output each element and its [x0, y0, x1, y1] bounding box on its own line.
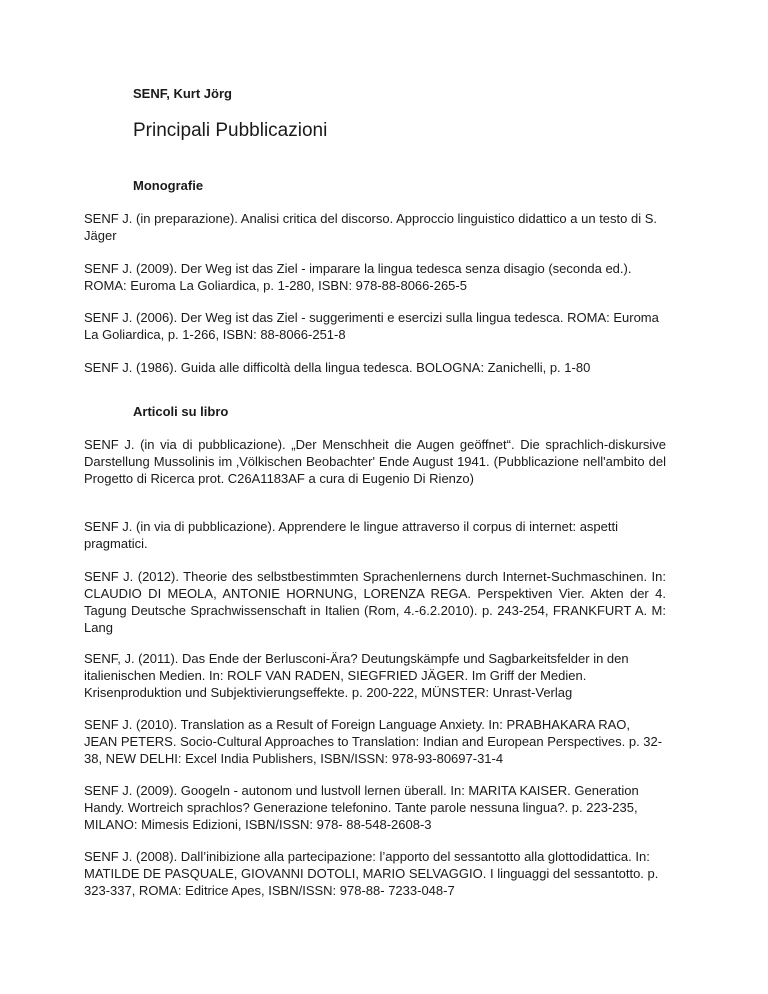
publication-entry: SENF J. (1986). Guida alle difficoltà della lingua tedesca. BOLOGNA: Zanichelli, p. 1-80	[84, 360, 591, 375]
publication-entry: SENF J. (in via di pubblicazione). „Der Menschheit die Augen geöffnet“. Die sprachlich-diskursive Darstellung Mussolinis im ‚Völkischen Beobachter' Ende August 1941. (Pubblicazione nell'ambito del Progetto di Ricerca prot. C26A1183AF a cura di Eugenio Di Rienzo)	[84, 437, 666, 486]
section-heading-monografie: Monografie	[133, 178, 204, 193]
publication-entry: SENF, J. (2011). Das Ende der Berlusconi-Ära? Deutungskämpfe und Sagbarkeitsfelder in den italienischen Medien. In: ROLF VAN RADEN, SIEGFRIED JÄGER. Im Griff der Medien. Krisenproduktion und Subjektivierungseffekte. p. 200-222, MÜNSTER: Unrast-Verlag	[84, 651, 629, 700]
page-title: Principali Pubblicazioni	[133, 120, 328, 141]
publication-entry: SENF J. (2008). Dall’inibizione alla partecipazione: l’apporto del sessantotto alla glottodidattica. In: MATILDE DE PASQUALE, GIOVANNI DOTOLI, MARIO SELVAGGIO. I linguaggi del sessantotto. p. 323-337, ROMA: Editrice Apes, ISBN/ISSN: 978-88- 7233-048-7	[84, 849, 659, 898]
author-name: SENF, Kurt Jörg	[133, 86, 232, 101]
publication-entry: SENF J. (2006). Der Weg ist das Ziel - suggerimenti e esercizi sulla lingua tedesca. ROMA: Euroma La Goliardica, p. 1-266, ISBN: 88-8066-251-8	[84, 310, 659, 342]
publication-entry: SENF J. (2010). Translation as a Result of Foreign Language Anxiety. In: PRABHAKARA RAO, JEAN PETERS. Socio-Cultural Approaches to Translation: Indian and European Perspectives. p. 32-38, NEW DELHI: Excel India Publishers, ISBN/ISSN: 978-93-80697-31-4	[84, 717, 663, 766]
section-heading-articoli: Articoli su libro	[133, 404, 229, 419]
publication-entry: SENF J. (in preparazione). Analisi critica del discorso. Approccio linguistico didattico a un testo di S. Jäger	[84, 211, 657, 243]
publication-entry: SENF J. (in via di pubblicazione). Apprendere le lingue attraverso il corpus di internet: aspetti pragmatici.	[84, 519, 619, 551]
publication-entry: SENF J. (2012). Theorie des selbstbestimmten Sprachenlernens durch Internet-Suchmaschinen. In: CLAUDIO DI MEOLA, ANTONIE HORNUNG, LORENZA REGA. Perspektiven Vier. Akten der 4. Tagung Deutsche Sprachwissenschaft in Italien (Rom, 4.-6.2.2010). p. 243-254, FRANKFURT A. M: Lang	[84, 569, 666, 635]
publication-entry: SENF J. (2009). Der Weg ist das Ziel - imparare la lingua tedesca senza disagio (seconda ed.). ROMA: Euroma La Goliardica, p. 1-280, ISBN: 978-88-8066-265-5	[84, 261, 632, 293]
publication-entry: SENF J. (2009). Googeln - autonom und lustvoll lernen überall. In: MARITA KAISER. Generation Handy. Wortreich sprachlos? Generazione telefonino. Tante parole nessuna lingua?. p. 223-235, MILANO: Mimesis Edizioni, ISBN/ISSN: 978- 88-548-2608-3	[84, 783, 639, 832]
